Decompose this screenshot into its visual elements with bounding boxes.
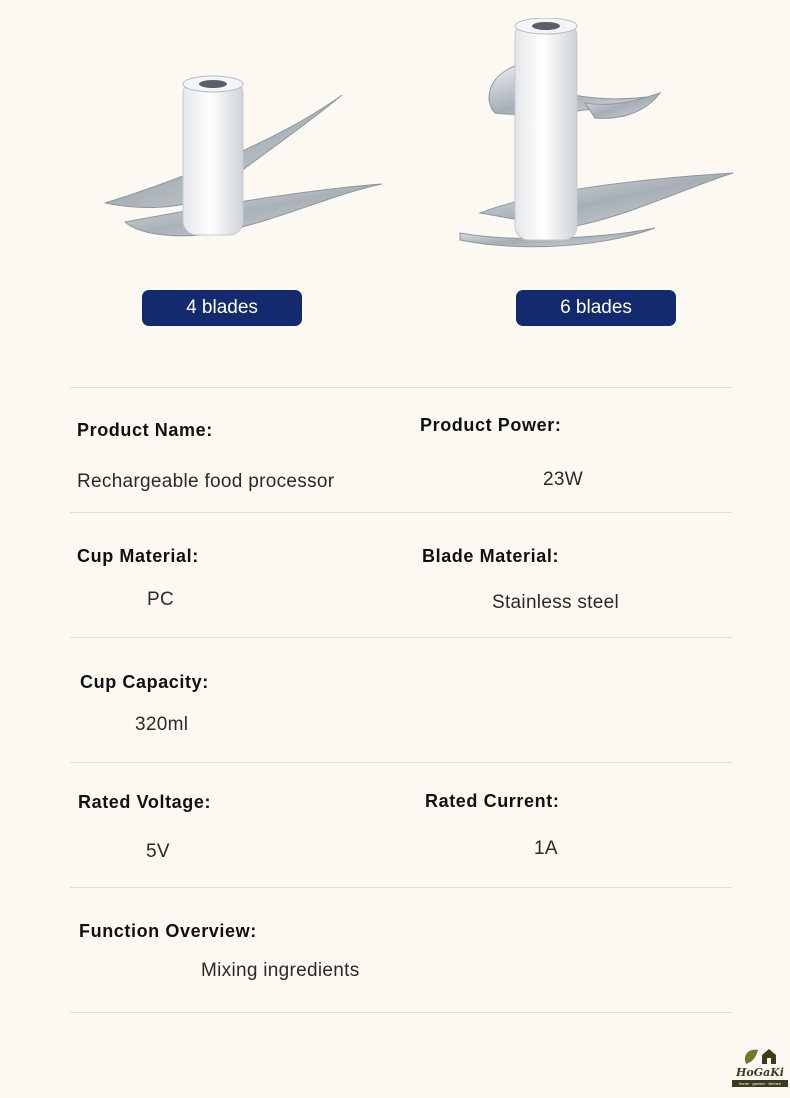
six-blade-image <box>455 18 740 253</box>
divider <box>70 887 732 888</box>
divider <box>70 1012 732 1013</box>
brand-logo <box>732 1044 788 1090</box>
brand-name: HoGaKi <box>736 1066 784 1079</box>
divider <box>70 637 732 638</box>
cup-material-value: PC <box>147 589 174 610</box>
divider <box>70 512 732 513</box>
rated-current-label: Rated Current: <box>425 791 560 811</box>
product-name-label: Product Name: <box>77 420 213 440</box>
product-power-label: Product Power: <box>420 415 562 435</box>
function-overview-value: Mixing ingredients <box>201 960 360 981</box>
rated-current-value: 1A <box>534 838 558 859</box>
leaf-house-icon <box>732 1044 788 1068</box>
cup-capacity-value: 320ml <box>135 714 189 735</box>
divider <box>70 762 732 763</box>
cup-capacity-label: Cup Capacity: <box>80 672 209 692</box>
function-overview-label: Function Overview: <box>79 921 257 941</box>
brand-tagline: home · garden · kitchen <box>732 1080 788 1087</box>
rated-voltage-value: 5V <box>146 841 170 862</box>
product-power-value: 23W <box>543 469 583 490</box>
product-name-value: Rechargeable food processor <box>77 471 335 492</box>
blade-material-label: Blade Material: <box>422 546 560 566</box>
divider <box>70 387 732 388</box>
rated-voltage-label: Rated Voltage: <box>78 792 212 812</box>
four-blades-badge: 4 blades <box>142 290 302 326</box>
cup-material-label: Cup Material: <box>77 546 199 566</box>
six-blades-badge: 6 blades <box>516 290 676 326</box>
blade-material-value: Stainless steel <box>492 592 620 613</box>
four-blade-image <box>100 70 390 250</box>
